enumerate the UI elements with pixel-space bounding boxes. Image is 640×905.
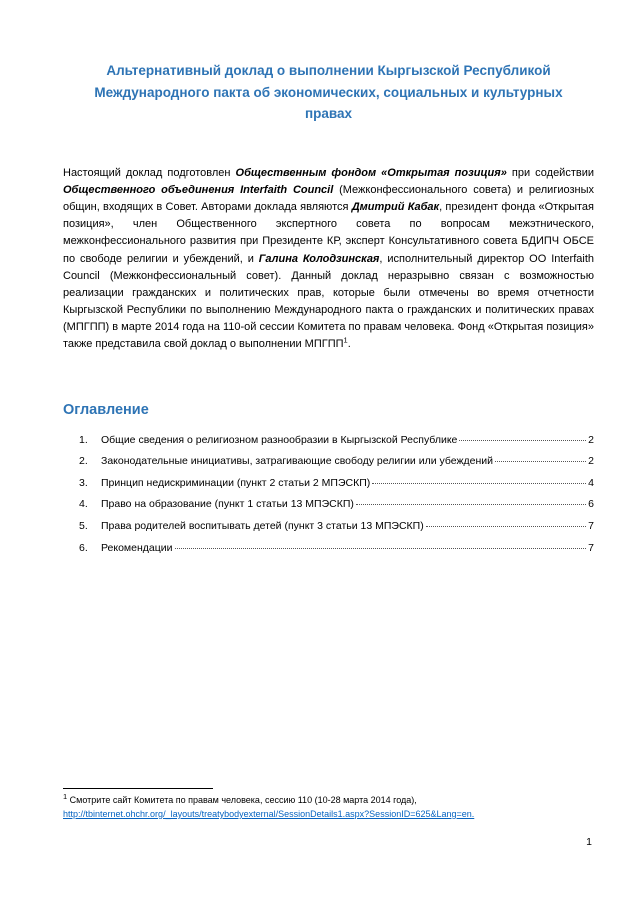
- toc-item-title: Рекомендации: [101, 541, 173, 554]
- toc-item-title: Право на образование (пункт 1 статьи 13 МПЭСКП): [101, 498, 354, 511]
- footnote-body: Смотрите сайт Комитета по правам человека, сессию 110 (10-28 марта 2014 года),: [67, 795, 417, 805]
- toc-item-title: Законодательные инициативы, затрагивающие свободу религии или убеждений: [101, 455, 493, 468]
- toc-item-title: Принцип недискриминации (пункт 2 статьи 2 МПЭСКП): [101, 476, 371, 489]
- intro-segment-emphasis: Общественным фондом «Открытая позиция»: [235, 166, 507, 179]
- toc-item-title: Общие сведения о религиозном разнообразии в Кыргызской Республике: [101, 433, 458, 446]
- table-of-contents: [63, 430, 594, 560]
- toc-item-number: 4.: [79, 498, 88, 511]
- toc-dotted-leader: [356, 504, 586, 505]
- toc-item[interactable]: [63, 538, 594, 560]
- footnote-marker: 1: [63, 792, 68, 801]
- toc-item-number: 6.: [79, 541, 88, 554]
- intro-segment-emphasis: Дмитрий Кабак: [351, 201, 440, 214]
- toc-item-page: 2: [588, 433, 594, 446]
- toc-dotted-leader: [426, 526, 586, 527]
- footnote-reference: 1: [343, 335, 348, 345]
- toc-item[interactable]: [63, 430, 594, 452]
- toc-dotted-leader: [175, 548, 587, 549]
- intro-segment-emphasis: Общественного объединения Interfaith Council: [63, 183, 334, 196]
- document-title: Альтернативный доклад о выполнении Кыргызской Республикой Международного пакта об экономических, социальных и культурных правах: [94, 63, 563, 122]
- footnote-text: [63, 794, 594, 822]
- toc-dotted-leader: [372, 483, 586, 484]
- toc-item-number: 3.: [79, 476, 88, 489]
- toc-dotted-leader: [495, 461, 586, 462]
- intro-segment-emphasis: Галина Колодзинская: [258, 252, 380, 265]
- toc-item[interactable]: [63, 516, 594, 538]
- intro-segment: при содействии: [506, 166, 595, 179]
- toc-dotted-leader: [459, 440, 586, 441]
- toc-item-number: 5.: [79, 520, 88, 533]
- footnote-area: [63, 788, 594, 822]
- toc-item[interactable]: [63, 451, 594, 473]
- intro-paragraph: [63, 165, 594, 354]
- footnote-separator: [63, 788, 213, 789]
- toc-item-page: 7: [588, 520, 594, 533]
- intro-segment: (Межконфессионального совета) и религиозных общин, входящих в Совет. Авторами доклада являются: [63, 183, 594, 214]
- page-number: 1: [586, 836, 592, 848]
- intro-segment: , президент фонда «Открытая позиция», член Общественного экспертного совета по вопросам межэтнического, межконфессионального развития при Президенте КР, эксперт Консультативного совета БДИПЧ ОБСЕ по свободе религии и убеждений, и: [63, 201, 594, 265]
- footnote-link[interactable]: http://tbinternet.ohchr.org/_layouts/treatybodyexternal/SessionDetails1.aspx?SessionID=625&Lang=en.: [63, 808, 475, 819]
- toc-item-page: 2: [588, 455, 594, 468]
- toc-item-page: 6: [588, 498, 594, 511]
- toc-item-page: 7: [588, 541, 594, 554]
- intro-segment: Настоящий доклад подготовлен: [63, 166, 236, 179]
- toc-item-page: 4: [588, 476, 594, 489]
- intro-segment: , исполнительный директор ОО Interfaith Council (Межконфессиональный совет). Данный доклад неразрывно связан с возможностью реализации гражданских и политических прав, которые были отмечены во время отчетности Кыргызской Республики по выполнению Международного пакта о гражданских и политических правах (МПГПП) в марте 2014 года на 110-ой сессии Комитета по правам человека. Фонд «Открытая позиция» также представила свой доклад о выполнении МПГПП: [63, 252, 595, 351]
- toc-item-number: 2.: [79, 455, 88, 468]
- toc-item[interactable]: [63, 494, 594, 516]
- toc-item-number: 1.: [79, 433, 88, 446]
- intro-segment: .: [347, 338, 351, 351]
- toc-item[interactable]: [63, 473, 594, 495]
- toc-item-title: Права родителей воспитывать детей (пункт 3 статьи 13 МПЭСКП): [101, 520, 424, 533]
- toc-heading: Оглавление: [63, 401, 149, 418]
